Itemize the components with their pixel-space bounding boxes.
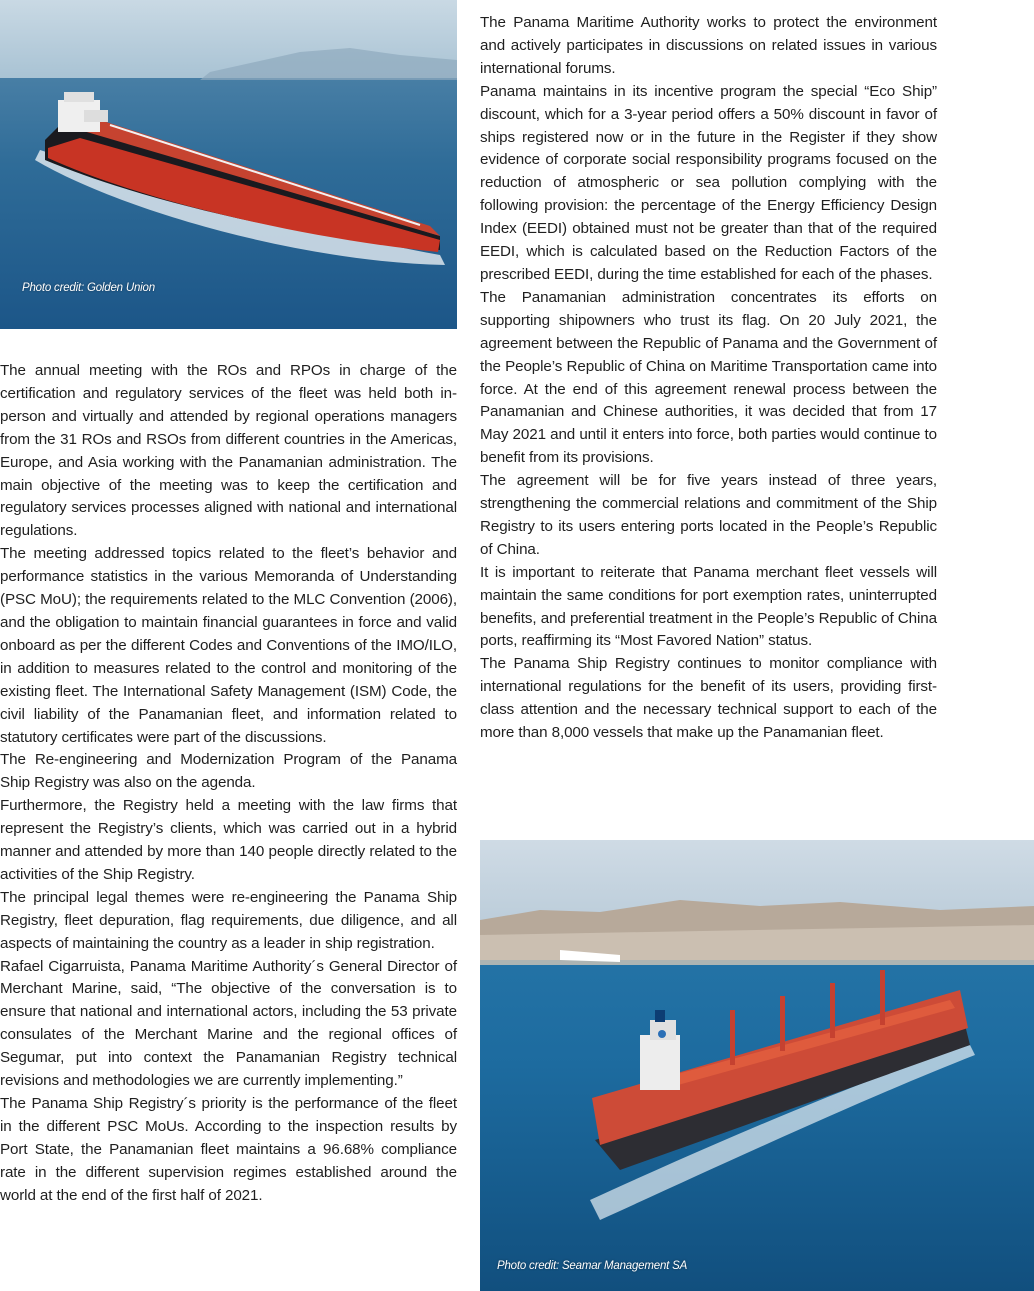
article-paragraph: Furthermore, the Registry held a meeting with the law firms that represent the Registry’s clients, which was carried out in a hybrid manner and attended by more than 140 people directly related to the activities of the Ship Registry. <box>0 797 457 883</box>
ship-illustration <box>0 0 457 329</box>
article-paragraph: The principal legal themes were re-engineering the Panama Ship Registry, fleet depuration, flag requirements, due diligence, and all aspects of maintaining the country as a leader in ship registration. <box>0 888 457 952</box>
article-column-left <box>0 360 457 1208</box>
article-paragraph: The agreement will be for five years instead of three years, strengthening the commercial relations and commitment of the Ship Registry to its users entering ports located in the People’s Republic of China. <box>480 472 937 558</box>
article-paragraph: Panama maintains in its incentive program the special “Eco Ship” discount, which for a 3-year period offers a 50% discount in favor of ships registered now or in the future in the Register if they show evidence of corporate social responsibility programs focused on the reduction of atmospheric or sea pollution complying with the following provision: the percentage of the Energy Efficiency Design Index (EEDI) obtained must not be greater than that of the required EEDI, which is calculated based on the Reduction Factors of the prescribed EEDI, during the time established for each of the phases. <box>480 82 937 283</box>
article-paragraph: It is important to reiterate that Panama merchant fleet vessels will maintain the same conditions for port exemption rates, uninterrupted benefits, and preferential treatment in the People’s Republic of China ports, reaffirming its “Most Favored Nation” status. <box>480 563 937 650</box>
ship-photo-golden-union <box>0 0 457 329</box>
article-paragraph: The Panama Ship Registry´s priority is the performance of the fleet in the different PSC MoUs. According to the inspection results by Port State, the Panamanian fleet maintains a 96.68% compliance rate in the different supervision regimes established around the world at the end of the first half of 2021. <box>0 1095 457 1204</box>
article-paragraph: The Re-engineering and Modernization Program of the Panama Ship Registry was also on the agenda. <box>0 751 457 792</box>
article-paragraph: The Panama Maritime Authority works to protect the environment and actively participates in discussions on related issues in various international forums. <box>480 14 937 77</box>
article-paragraph: The meeting addressed topics related to the fleet’s behavior and performance statistics in the various Memoranda of Understanding (PSC MoU); the requirements related to the MLC Convention (2006), and the obligation to maintain financial guarantees in force and valid onboard as per the different Codes and Conventions of the IMO/ILO, in addition to measures related to the control and monitoring of the existing fleet. The International Safety Management (ISM) Code, the civil liability of the Panamanian fleet, and information related to statutory certificates were part of the discussions. <box>0 545 457 746</box>
article-paragraph: The Panamanian administration concentrates its efforts on supporting shipowners who trust its flag. On 20 July 2021, the agreement between the Republic of Panama and the Government of the People’s Republic of China on Maritime Transportation came into force. At the end of this agreement renewal process between the Panamanian and Chinese authorities, it was decided that from 17 May 2021 and until it enters into force, both parties would continue to benefit from its provisions. <box>480 288 937 467</box>
photo-credit: Photo credit: Seamar Management SA <box>497 1260 688 1272</box>
ship-photo-seamar <box>480 840 1034 1291</box>
ship-illustration <box>480 840 1034 1291</box>
article-column-right <box>480 12 937 745</box>
article-paragraph: The Panama Ship Registry continues to monitor compliance with international regulations for the benefit of its users, providing first-class attention and the necessary technical support to each of the more than 8,000 vessels that make up the Panamanian fleet. <box>480 655 937 742</box>
article-paragraph: Rafael Cigarruista, Panama Maritime Authority´s General Director of Merchant Marine, said, “The objective of the conversation is to ensure that national and international actors, including the 53 private consulates of the Merchant Marine and the regional offices of Segumar, put into context the Panamanian Registry technical revisions and methodologies we are currently implementing.” <box>0 957 457 1090</box>
article-paragraph: The annual meeting with the ROs and RPOs in charge of the certification and regulatory services of the fleet was held both in-person and virtually and attended by regional operations managers from the 31 ROs and RSOs from different countries in the Americas, Europe, and Asia working with the Panamanian administration. The main objective of the meeting was to keep the certification and regulatory services processes aligned with national and international regulations. <box>0 362 457 540</box>
photo-credit: Photo credit: Golden Union <box>22 282 155 294</box>
